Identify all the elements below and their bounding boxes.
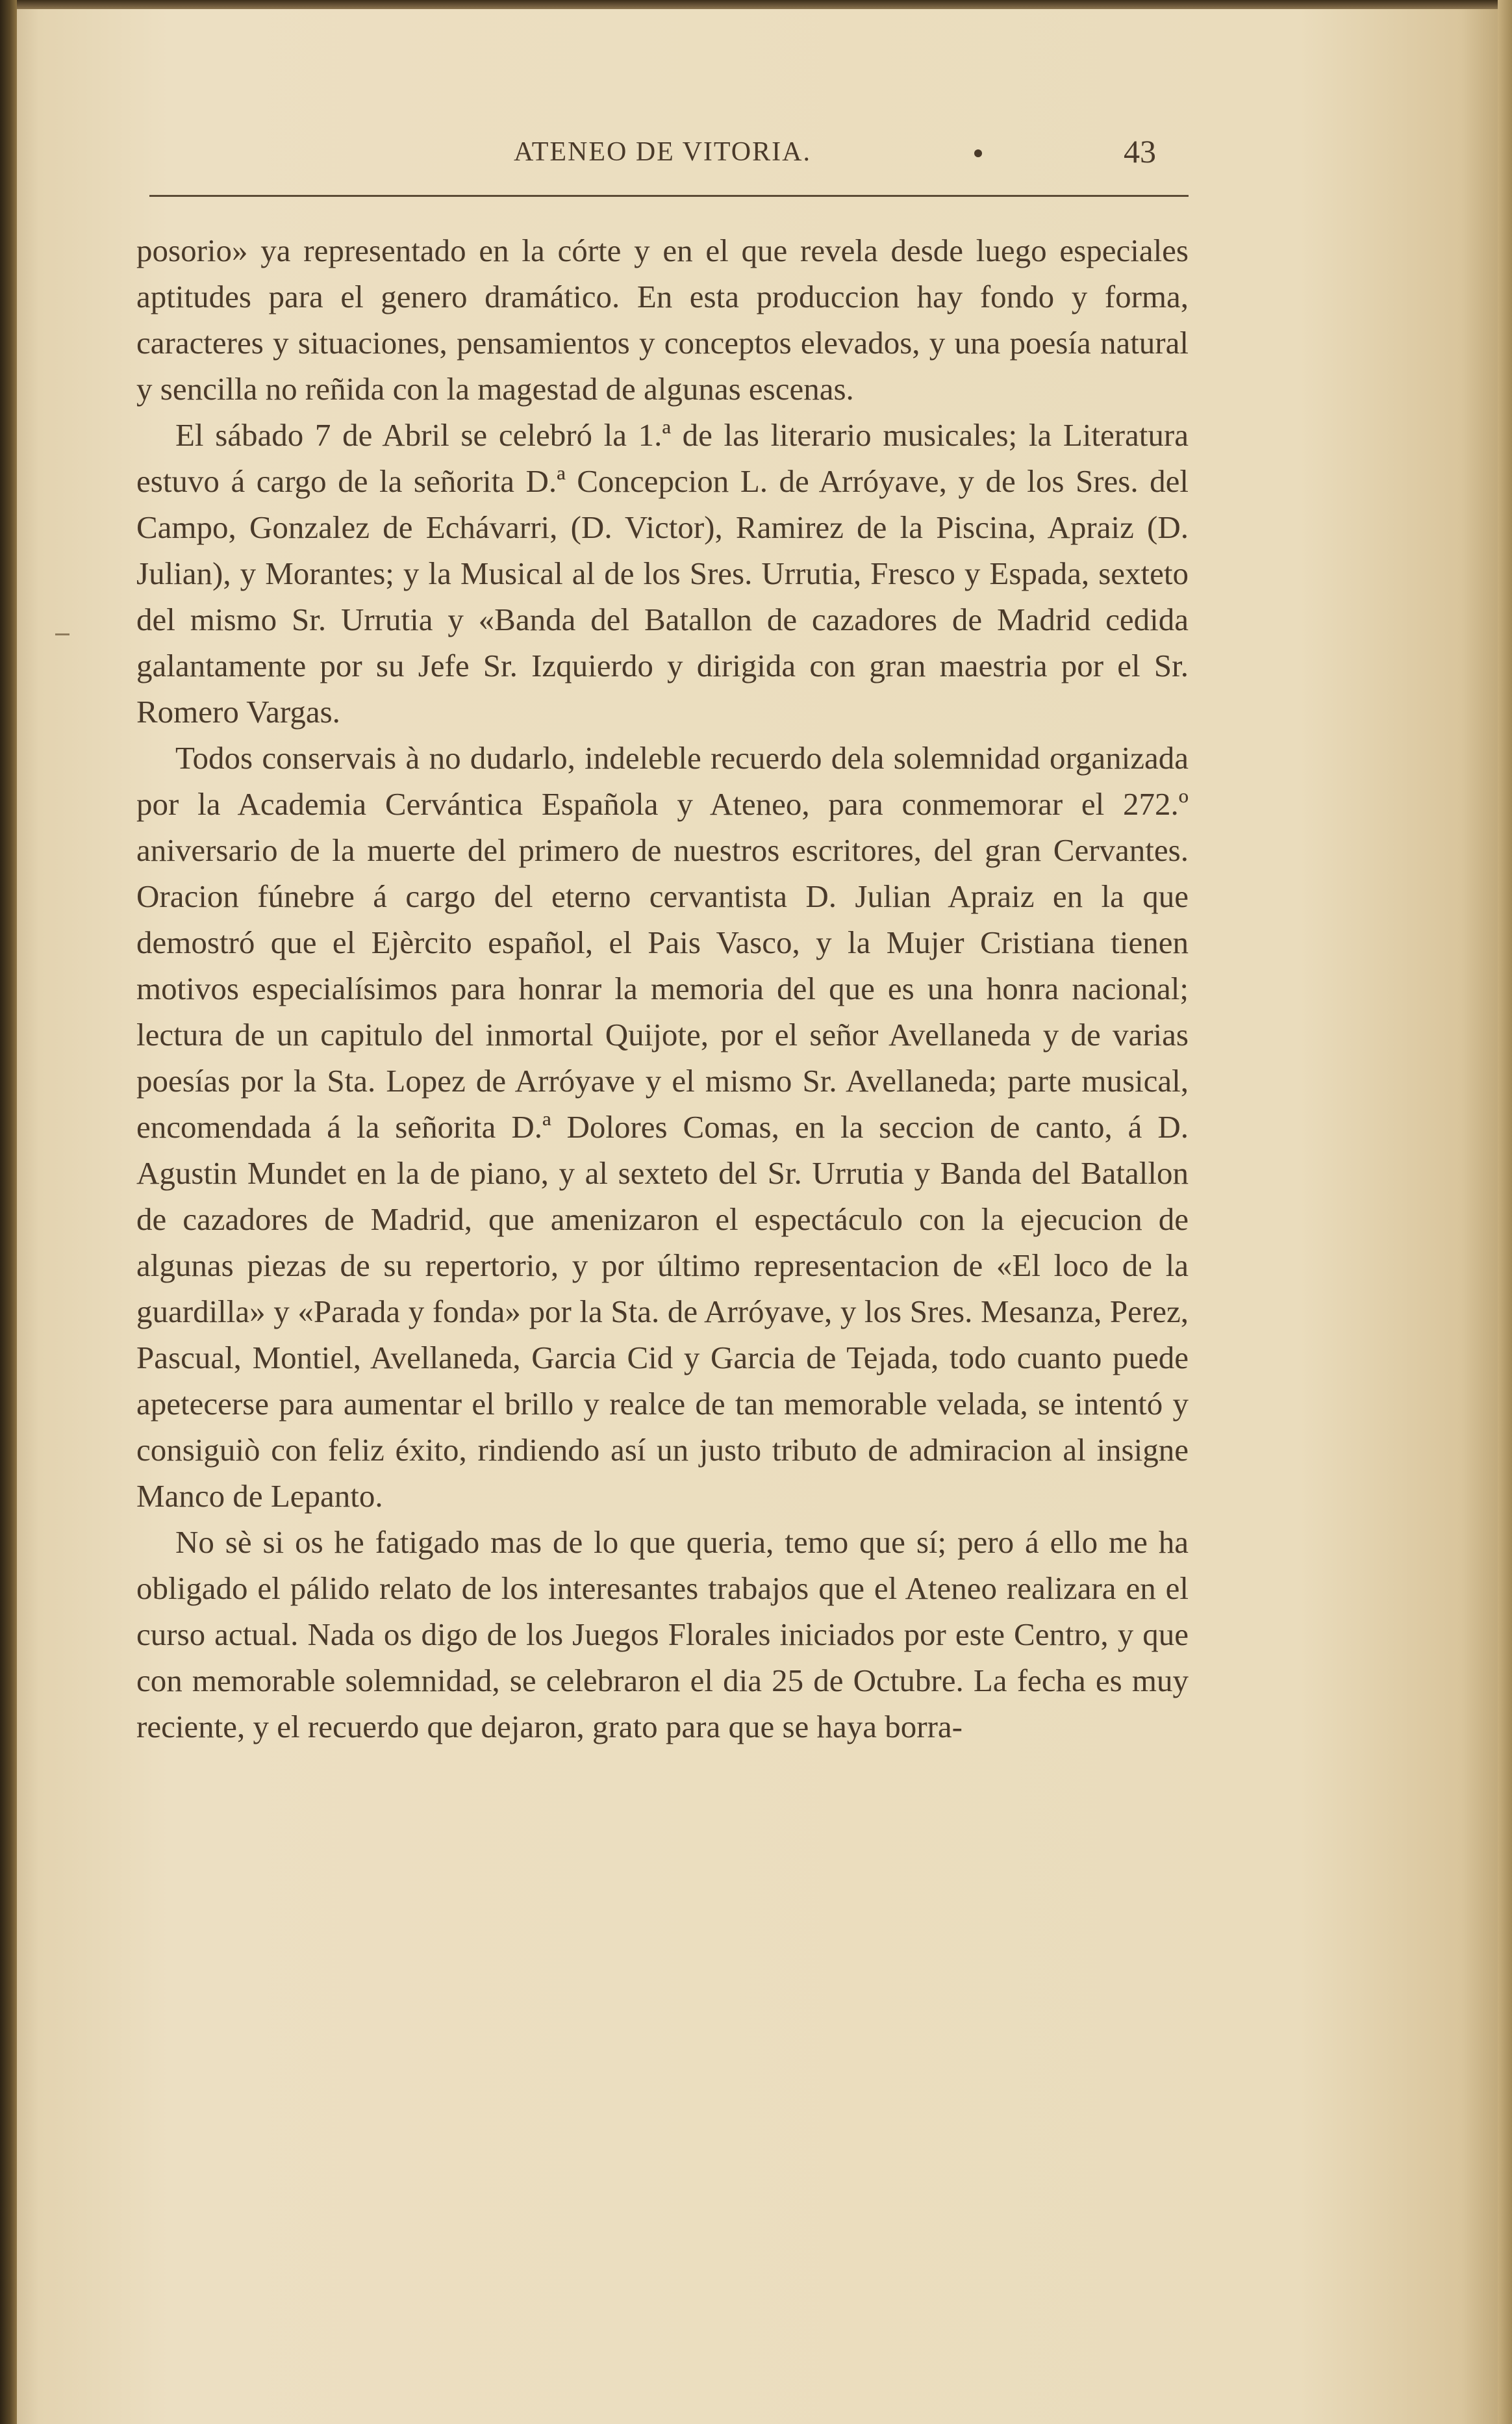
paragraph-2: El sábado 7 de Abril se celebró la 1.ª de las literario musicales; la Literatura estuvo á cargo de la señorita D.ª Concepcion L. de Arróyave, y de los Sres. del Campo, Gonzalez de Echávarri, (D. Victor), Ramirez de la Piscina, Apraiz (D. Julian), y Morantes; y la Musical al de los Sres. Urrutia, Fresco y Espada, sexteto del mismo Sr. Urrutia y «Banda del Batallon de cazadores de Madrid cedida galantamente por su Jefe Sr. Izquierdo y dirigida con gran maestria por el Sr. Romero Vargas. — [136, 417, 1189, 730]
page-top-edge — [0, 0, 1512, 9]
header-rule — [149, 195, 1189, 197]
paragraph-3: Todos conservais à no dudarlo, indeleble recuerdo dela solemnidad organizada por la Academia Cervántica Española y Ateneo, para conmemorar el 272.º aniversario de la muerte del primero de nuestros escritores, del gran Cervantes. Oracion fúnebre á cargo del eterno cervantista D. Julian Apraiz en la que demostró que el Ejèrcito español, el Pais Vasco, y la Mujer Cristiana tienen motivos especialísimos para honrar la memoria del que es una honra nacional; lectura de un capitulo del inmortal Quijote, por el señor Avellaneda y de varias poesías por la Sta. Lopez de Arróyave y el mismo Sr. Avellaneda; parte musical, encomendada á la señorita D.ª Dolores Comas, en la seccion de canto, á D. Agustin Mundet en la de piano, y al sexteto del Sr. Urrutia y Banda del Batallon de cazadores de Madrid, que amenizaron el espectáculo con la ejecucion de algunas piezas de su repertorio, y por último representacion de «El loco de la guardilla» y «Parada y fonda» por la Sta. de Arróyave, y los Sres. Mesanza, Perez, Pascual, Montiel, Avellaneda, Garcia Cid y Garcia de Tejada, todo cuanto puede apetecerse para aumentar el brillo y realce de tan memorable velada, se intentó y consiguiò con feliz éxito, rindiendo así un justo tributo de admiracion al insigne Manco de Lepanto. — [136, 740, 1189, 1514]
paragraph-1: posorio» ya representado en la córte y en el que revela desde luego especiales aptitudes para el genero dramático. En esta produccion hay fondo y forma, caracteres y situaciones, pensamientos y conceptos elevados, y una poesía natural y sencilla no reñida con la magestad de algunas escenas. — [136, 233, 1189, 407]
page-number: 43 — [1124, 133, 1156, 170]
body-text — [136, 227, 1189, 1750]
running-title: ATENEO DE VITORIA. — [514, 137, 811, 167]
book-binding-edge — [0, 0, 17, 2424]
header-dot — [974, 149, 982, 157]
page-header — [136, 133, 1189, 182]
page-right-edge — [1498, 0, 1512, 2424]
paragraph-4: No sè si os he fatigado mas de lo que queria, temo que sí; pero á ello me ha obligado el pálido relato de los interesantes trabajos que el Ateneo realizara en el curso actual. Nada os digo de los Juegos Florales iniciados por este Centro, y que con memorable solemnidad, se celebraron el dia 25 de Octubre. La fecha es muy reciente, y el recuerdo que dejaron, grato para que se haya borra- — [136, 1524, 1189, 1744]
margin-mark — [55, 633, 69, 635]
